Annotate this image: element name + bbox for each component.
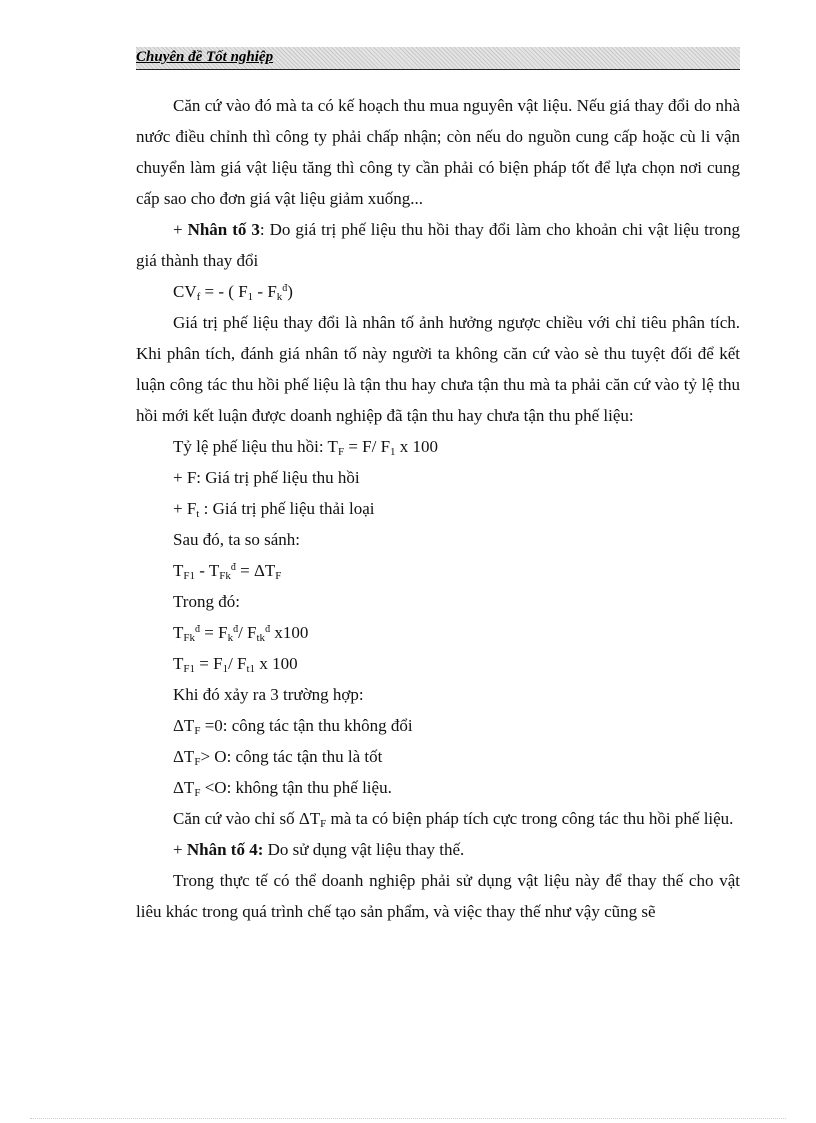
header-title: Chuyên đề Tốt nghiệp: [136, 49, 274, 65]
paragraph-factor-4: + Nhân tố 4: Do sử dụng vật liệu thay thế.: [173, 840, 465, 859]
formula-tfk: $T_{Fk}^đ = F_k^đ/$ $F_{tk}^đ$ x100: [173, 623, 309, 644]
paragraph-scrap-value: Giá trị phế liệu thay đổi là nhân tố ảnh hưởng ngược chiều với chỉ tiêu phân tích. Khi phân tích, đánh giá nhân tố này người ta không căn cứ vào sè thu tuyệt đối để kết luận công tác thu hồi phế liệu là tận thu hay chưa tận thu mà ta phải căn cứ vào tỷ lệ thu hồi mới kết luận được doanh nghiệp đã tận thu hay chưa tận thu phế liệu:: [136, 313, 740, 425]
paragraph-substitute-material: Trong thực tế có thể doanh nghiệp phải sử dụng vật liệu này để thay thế cho vật liêu khác trong quá trình chế tạo sản phẩm, và việc thay thế như vậy cũng sẽ: [136, 871, 740, 921]
page-bottom-rule: [30, 1118, 786, 1119]
case-greater-zero: $\Delta T_F> O$: công tác tận thu là tốt: [173, 747, 383, 768]
formula-scrap-ratio: Tỷ lệ phế liệu thu hồi: $T_F = F/$ $F_1$ x 100: [173, 437, 439, 458]
cases-intro: Khi đó xảy ra 3 trường hợp:: [173, 685, 364, 704]
where-label: Trong đó:: [173, 592, 240, 611]
paragraph-factor-3: + Nhân tố 3: Do giá trị phế liệu thu hồi thay đổi làm cho khoản chi vật liệu trong giá thành thay đổi: [136, 220, 740, 270]
case-less-zero: $\Delta T_F <O$: không tận thu phế liệu.: [173, 778, 392, 799]
formula-tf1: $T_{F1} = F_1/$ $F_{t1}$ x 100: [173, 654, 298, 675]
definition-ft: + $F_t$ : Giá trị phế liệu thải loại: [173, 499, 375, 520]
document-body: [136, 90, 740, 927]
factor-3-heading: Nhân tố 3: [187, 220, 260, 239]
definition-f: + F: Giá trị phế liệu thu hồi: [173, 468, 360, 487]
formula-cvf: $CV_f$ = - ( $F_1 - F_k^đ$): [173, 282, 293, 303]
paragraph-delta-measures: Căn cứ vào chỉ số $\Delta T_F$ mà ta có biện pháp tích cực trong công tác thu hồi phế liệu.: [173, 809, 734, 830]
factor-4-heading: Nhân tố 4:: [186, 840, 264, 859]
formula-delta-tf: $T_{F1} - T_{Fk}^đ = \Delta T_F$: [173, 561, 282, 582]
page-header: [136, 47, 740, 70]
compare-intro: Sau đó, ta so sánh:: [173, 530, 301, 549]
paragraph-price-change: Căn cứ vào đó mà ta có kế hoạch thu mua nguyên vật liệu. Nếu giá thay đổi do nhà nước điều chỉnh thì công ty phải chấp nhận; còn nếu do nguồn cung cấp hoặc cù li vận chuyển làm giá vật liệu tăng thì công ty cần phải có biện pháp tốt để lựa chọn nơi cung cấp sao cho đơn giá vật liệu giảm xuống...: [136, 96, 740, 208]
case-equal-zero: $\Delta T_F =0$: công tác tận thu không đổi: [173, 716, 413, 737]
